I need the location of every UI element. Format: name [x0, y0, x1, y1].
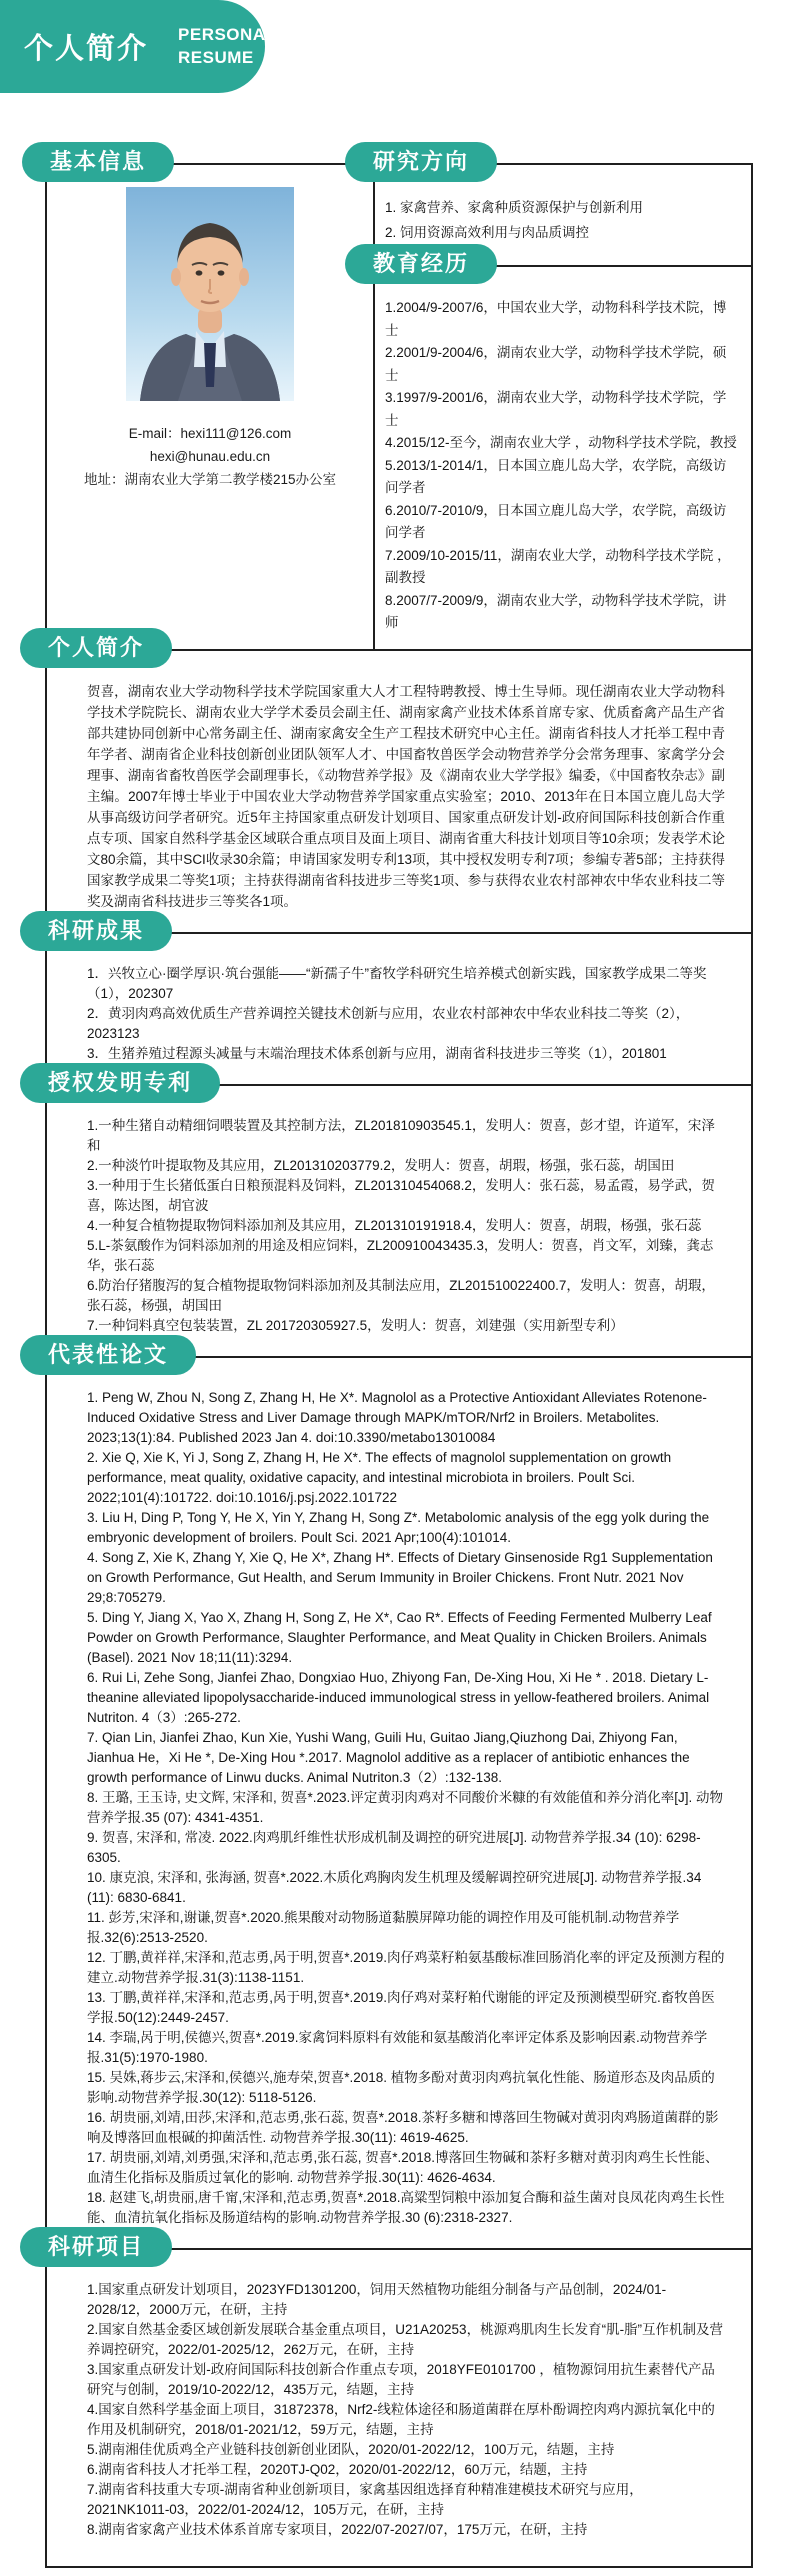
email-secondary: hexi@hunau.edu.cn	[149, 449, 271, 464]
education-item: 5.2013/1-2014/1，日本国立鹿儿岛大学，农学院，高级访问学者	[385, 457, 727, 495]
basic-info-section	[45, 149, 373, 649]
paper-item: 10. 康克浪, 宋泽和, 张海涵, 贺喜*.2022.木质化鸡胸肉发生机理及缓解调控研究进展[J]. 动物营养学报.34 (11): 6830-6841.	[87, 1869, 702, 1905]
patent-item: 2.一种淡竹叶提取物及其应用，ZL201310203779.2，发明人：贺喜，胡瑕，杨强，张石蕊，胡国田	[87, 1157, 675, 1173]
project-item: 5.湖南湘佳优质鸡全产业链科技创新创业团队，2020/01-2022/12，100万元，结题，主持	[87, 2441, 615, 2457]
paper-item: 13. 丁鹏,黄祥祥,宋泽和,范志勇,呙于明,贺喜*.2019.肉仔鸡对菜籽粕代谢能的评定及预测模型研究.畜牧兽医学报.50(12):2449-2457.	[87, 1989, 715, 2025]
paper-item: 2. Xie Q, Xie K, Yi J, Song Z, Zhang H, He X*. The effects of magnolol supplementation on growth performance, meat quality, oxidative capacity, and intestinal microbiota in broilers. Poult Sci. 2022;101(4):101722. doi:10.1016/j.psj.2022.101722	[87, 1449, 672, 1505]
page-title: 个人简介	[24, 33, 149, 65]
address-text: 地址：湖南农业大学第二教学楼215办公室	[83, 472, 337, 487]
portrait-illustration	[126, 187, 294, 401]
papers-section	[45, 1341, 753, 2248]
paper-item: 5. Ding Y, Jiang X, Yao X, Zhang H, Song Z, He X*, Cao R*. Effects of Feeding Fermented Mulberry Leaf Powder on Growth Performance, Slaughter Performance, and Meat Quality in Chicken Broilers. Animals (Basel). 2021 Nov 18;11(11):3294.	[87, 1609, 712, 1665]
project-item: 3.国家重点研发计划-政府间国际科技创新合作重点专项，2018YFE0101700 ，植物源饲用抗生素替代产品研究与创制，2019/10-2022/12，435万元，结题，主持	[87, 2361, 715, 2397]
paper-item: 16. 胡贵丽,刘靖,田莎,宋泽和,范志勇,张石蕊, 贺喜*.2018.茶籽多糖和博落回生物碱对黄羽肉鸡肠道菌群的影响及博落回血根碱的抑菌活性. 动物营养学报.30(11): 4619-4625.	[87, 2109, 719, 2145]
paper-item: 4. Song Z, Xie K, Zhang Y, Xie Q, He X*, Zhang H*. Effects of Dietary Ginsenoside Rg1 Supplementation on Growth Performance, Gut Health, and Serum Immunity in Broiler Chickens. Front Nutr. 2021 Nov 29;8:705279.	[87, 1549, 713, 1605]
education-item: 2.2001/9-2004/6，湖南农业大学，动物科学技术学院，硕士	[385, 345, 727, 383]
contact-block	[57, 422, 363, 491]
profile-photo	[126, 187, 294, 401]
patent-item: 7.一种饲料真空包装装置，ZL 201720305927.5，发明人：贺喜，刘建强（实用新型专利）	[87, 1317, 624, 1333]
education-item: 6.2010/7-2010/9，日本国立鹿儿岛大学，农学院，高级访问学者	[385, 502, 727, 540]
paper-item: 6. Rui Li, Zehe Song, Jianfei Zhao, Dongxiao Huo, Zhiyong Fan, De-Xing Hou, Xi He * . 2018. Dietary L-theanine alleviated lipopolysaccharide-induced immunological stress in yellow-feathered broilers. Animal Nutriton. 4（3）:265-272.	[87, 1669, 710, 1725]
papers-badge: 代表性论文	[20, 1335, 196, 1375]
paper-item: 17. 胡贵丽,刘靖,刘勇强,宋泽和,范志勇,张石蕊, 贺喜*.2018.博落回生物碱和茶籽多糖对黄羽肉鸡生长性能、血清生化指标及脂质过氧化的影响. 动物营养学报.30(11): 4626-4634.	[87, 2149, 719, 2185]
profile-badge: 个人简介	[20, 628, 172, 668]
top-section	[45, 149, 753, 649]
right-column	[373, 149, 753, 649]
education-item: 3.1997/9-2001/6，湖南农业大学，动物科学技术学院，学士	[385, 390, 727, 428]
patents-section	[45, 1069, 753, 1356]
paper-item: 9. 贺喜, 宋泽和, 常凌. 2022.肉鸡肌纤维性状形成机制及调控的研究进展[J]. 动物营养学报.34 (10): 6298-6305.	[87, 1829, 701, 1865]
paper-item: 3. Liu H, Ding P, Tong Y, He X, Yin Y, Zhang H, Song Z*. Metabolomic analysis of the egg yolk during the embryonic development of broilers. Poult Sci. 2021 Apr;100(4):101014.	[87, 1509, 710, 1545]
research-directions-badge: 研究方向	[345, 142, 497, 182]
paper-item: 14. 李瑞,呙于明,侯德兴,贺喜*.2019.家禽饲料原料有效能和氨基酸消化率评定体系及影响因素.动物营养学报.31(5):1970-1980.	[87, 2029, 708, 2065]
paper-item: 11. 彭芳,宋泽和,谢谦,贺喜*.2020.熊果酸对动物肠道黏膜屏障功能的调控作用及可能机制.动物营养学报.32(6):2513-2520.	[87, 1909, 680, 1945]
email-primary: E-mail：hexi111@126.com	[128, 426, 292, 441]
education-section	[373, 251, 751, 649]
paper-item: 18. 赵建飞,胡贵丽,唐千甯,宋泽和,范志勇,贺喜*.2018.高粱型饲粮中添加复合酶和益生菌对良凤花肉鸡生长性能、血清抗氧化指标及肠道结构的影响.动物营养学报.30 (6):2318-2327.	[87, 2189, 725, 2225]
project-item: 1.国家重点研发计划项目，2023YFD1301200，饲用天然植物功能组分制备与产品创制，2024/01-2028/12，2000万元，在研，主持	[87, 2281, 667, 2317]
education-item: 1.2004/9-2007/6，中国农业大学，动物科科学技术院，博士	[385, 300, 727, 338]
basic-info-badge: 基本信息	[22, 142, 174, 182]
education-item: 7.2009/10-2015/11，湖南农业大学，动物科学技术学院 ，副教授	[385, 547, 731, 585]
achievement-item: 2．黄羽肉鸡高效优质生产营养调控关键技术创新与应用，农业农村部神农中华农业科技二等奖（2），2023123	[87, 1005, 690, 1041]
research-direction-item: 1. 家禽营养、家禽种质资源保护与创新利用	[385, 200, 644, 215]
achievement-item: 1．兴牧立心·圈学厚识·筑台强能——“新孺子牛”畜牧学科研究生培养模式创新实践，国家教学成果二等奖（1），202307	[87, 965, 707, 1001]
patents-list	[87, 1116, 725, 1336]
patents-badge: 授权发明专利	[20, 1063, 220, 1103]
research-direction-item: 2. 饲用资源高效利用与肉品质调控	[385, 225, 590, 240]
project-item: 2.国家自然基金委区域创新发展联合基金重点项目，U21A20253，桃源鸡肌肉生长发育“肌-脂”互作机制及营养调控研究，2022/01-2025/12，262万元，在研，主持	[87, 2321, 724, 2357]
project-item: 6.湖南省科技人才托举工程，2020TJ-Q02，2020/01-2022/12，60万元，结题，主持	[87, 2461, 588, 2477]
education-badge: 教育经历	[345, 244, 497, 284]
paper-item: 7. Qian Lin, Jianfei Zhao, Kun Xie, Yushi Wang, Guili Hu, Guitao Jiang,Qiuzhong Dai, Zhiyong Fan, Jianhua He，Xi He *, De-Xing Hou *.2017. Magnolol additive as a replacer of antibiotic enhances the growth performance of Linwu ducks. Animal Nutriton.3（2）:132-138.	[87, 1729, 690, 1785]
project-item: 7.湖南省科技重大专项-湖南省种业创新项目，家禽基因组选择育种精准建模技术研究与应用，2021NK1011-03，2022/01-2024/12，105万元，在研，主持	[87, 2481, 643, 2517]
education-item: 4.2015/12-至今，湖南农业大学 ，动物科学技术学院，教授	[385, 435, 737, 450]
projects-badge: 科研项目	[20, 2227, 172, 2267]
patent-item: 6.防治仔猪腹泻的复合植物提取物饲料添加剂及其制法应用，ZL201510022400.7，发明人：贺喜，胡瑕，张石蕊，杨强，胡国田	[87, 1277, 715, 1313]
papers-list	[87, 1388, 725, 2228]
projects-list	[87, 2280, 725, 2540]
patent-item: 3.一种用于生长猪低蛋白日粮预混料及饲料，ZL201310454068.2，发明人：张石蕊，易孟霞，易学武，贺喜，陈达图，胡官波	[87, 1177, 715, 1213]
education-item: 8.2007/7-2009/9，湖南农业大学，动物科学技术学院，讲师	[385, 592, 727, 630]
achievement-item: 3．生猪养殖过程源头减量与末端治理技术体系创新与应用，湖南省科技进步三等奖（1），201801	[87, 1045, 667, 1061]
achievements-section	[45, 917, 753, 1084]
project-item: 4.国家自然科学基金面上项目，31872378，Nrf2-线粒体途径和肠道菌群在厚朴酚调控肉鸡内源抗氧化中的作用及机制研究，2018/01-2021/12，59万元，结题，主持	[87, 2401, 715, 2437]
patent-item: 4.一种复合植物提取物饲料添加剂及其应用，ZL201310191918.4，发明人：贺喜，胡瑕，杨强，张石蕊	[87, 1217, 702, 1233]
page-header	[0, 0, 277, 93]
paper-item: 15. 吴姝,蒋步云,宋泽和,侯德兴,施寿荣,贺喜*.2018. 植物多酚对黄羽肉鸡抗氧化性能、肠道形态及肉品质的影响.动物营养学报.30(12): 5118-5126.	[87, 2069, 715, 2105]
patent-item: 5.L-茶氨酸作为饲料添加剂的用途及相应饲料，ZL200910043435.3，发明人：贺喜，肖文军，刘臻，龚志华，张石蕊	[87, 1237, 714, 1273]
profile-section	[45, 634, 753, 932]
patent-item: 1.一种生猪自动精细饲喂装置及其控制方法，ZL201810903545.1，发明人：贺喜，彭才望，许道军，宋泽和	[87, 1117, 715, 1153]
paper-item: 1. Peng W, Zhou N, Song Z, Zhang H, He X*. Magnolol as a Protective Antioxidant Alleviates Rotenone-Induced Oxidative Stress and Liver Damage through MAPK/mTOR/Nrf2 in Broilers. Metabolites. 2023;13(1):84. Published 2023 Jan 4. doi:10.3390/metabo13010084	[87, 1389, 707, 1445]
achievements-badge: 科研成果	[20, 911, 172, 951]
paper-item: 12. 丁鹏,黄祥祥,宋泽和,范志勇,呙于明,贺喜*.2019.肉仔鸡菜籽粕氨基酸标准回肠消化率的评定及预测方程的建立.动物营养学报.31(3):1138-1151.	[87, 1949, 725, 1985]
paper-item: 8. 王璐, 王玉诗, 史文辉, 宋泽和, 贺喜*.2023.评定黄羽肉鸡对不同酸价米糠的有效能值和养分消化率[J]. 动物营养学报.35 (07): 4341-4351.	[87, 1789, 724, 1825]
education-list	[385, 297, 739, 635]
projects-section	[45, 2233, 753, 2568]
profile-text: 贺喜，湖南农业大学动物科学技术学院国家重大人才工程特聘教授、博士生导师。现任湖南农业大学动物科学技术学院院长、湖南农业大学学术委员会副主任、湖南家禽产业技术体系首席专家、优质畜禽产品生产省部共建协同创新中心常务副主任、湖南家禽安全生产工程技术研究中心主任。湖南省科技人才托举工程中青年学者、湖南省企业科技创新创业团队领军人才、中国畜牧兽医学会动物营养学分会常务理事、家禽学分会理事、湖南省畜牧兽医学会副理事长，《动物营养学报》及《湖南农业大学学报》编委，《中国畜牧杂志》副主编。2007年博士毕业于中国农业大学动物营养学国家重点实验室；2010、2013年在日本国立鹿儿岛大学从事高级访问学者研究。近5年主持国家重点研发计划项目、国家重点研发计划-政府间国际科技创新合作重点专项、国家自然科学基金区域联合重点项目及面上项目、湖南省重大科技计划项目等10余项；发表学术论文80余篇，其中SCI收录30余篇；申请国家发明专利13项，其中授权发明专利7项；参编专著5部；主持获得国家教学成果二等奖1项；主持获得湖南省科技进步三等奖1项、参与获得农业农村部神农中华农业科技二等奖及湖南省科技进步三等奖各1项。	[87, 683, 725, 909]
page-title-en: PERSONAL RESUME	[178, 25, 277, 67]
achievements-list	[87, 964, 725, 1064]
project-item: 8.湖南省家禽产业技术体系首席专家项目，2022/07-2027/07，175万元，在研，主持	[87, 2521, 588, 2537]
